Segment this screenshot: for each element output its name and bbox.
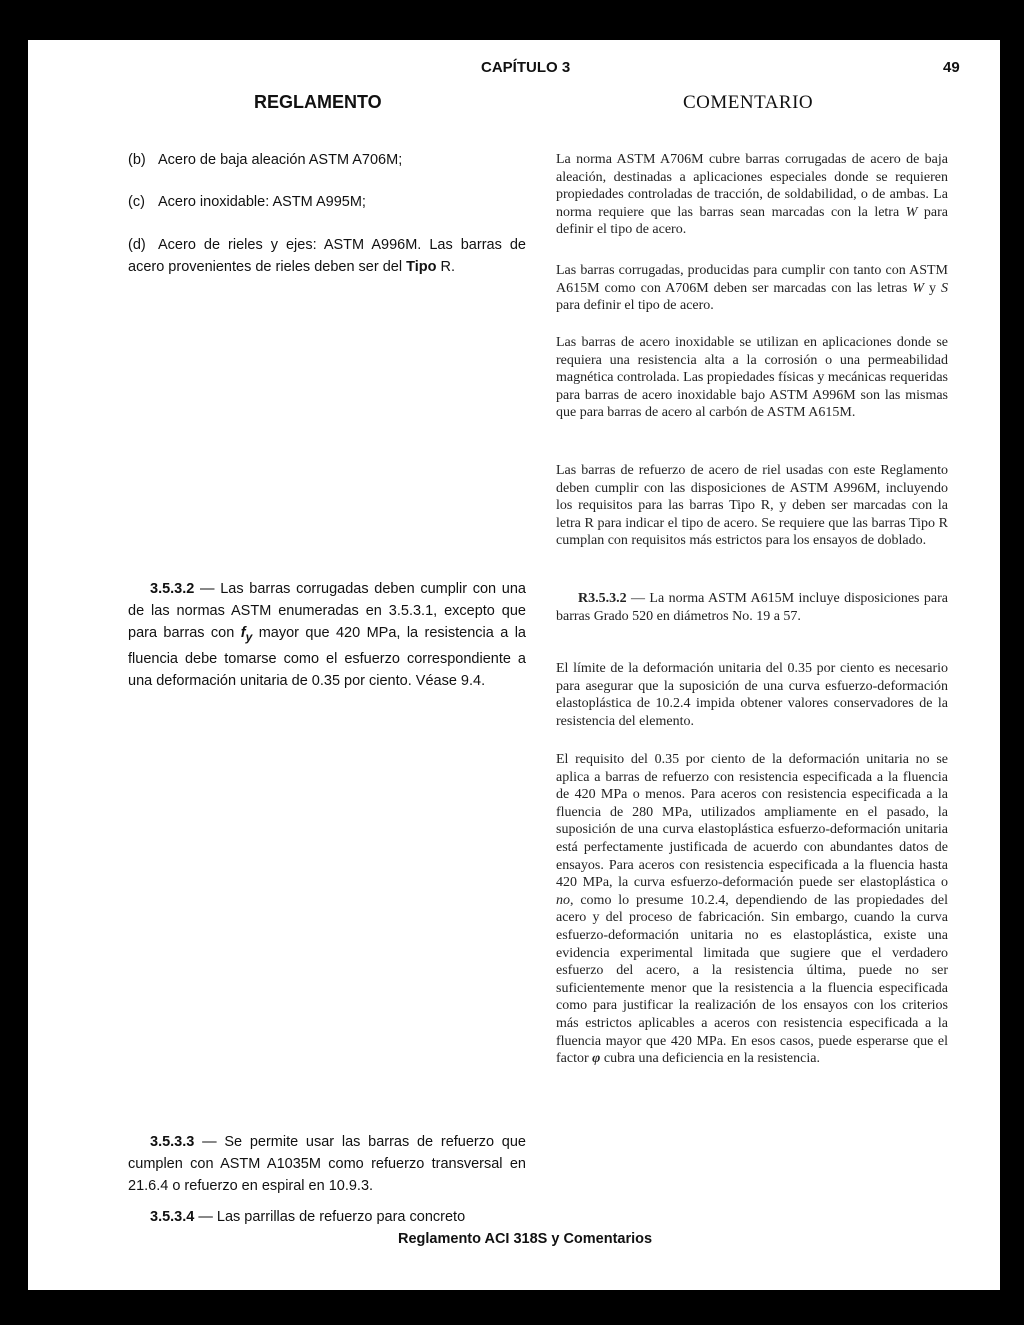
text: Las barras corrugadas, producidas para cumplir con tanto con ASTM A615M como con A706M deben ser marcadas con las letras: [556, 263, 948, 296]
commentary-paragraph: Las barras de refuerzo de acero de riel usadas con este Reglamento deben cumplir con las disposiciones de ASTM A996M, incluyendo los requisitos para las barras Tipo R, y deben ser marcadas con la letra R para indicar el tipo de acero. Se requiere que las barras Tipo R cumplan con requisitos más estrictos para los ensayos de doblado.: [556, 463, 948, 549]
section-text: mayor que 420 MPa, la resistencia a la fluencia debe tomarse como el esfuerzo correspondiente a una deformación unitaria de 0.35 por ciento. Véase 9.4.: [128, 625, 526, 689]
commentary-paragraph: El límite de la deformación unitaria del 0.35 por ciento es necesario para asegurar que la suposición de una curva esfuerzo-deformación elastoplástica de 10.2.4 impida obtener valores conservadores de la resistencia del elemento.: [556, 661, 948, 729]
item-label: (c): [128, 194, 145, 210]
phi-symbol: φ: [592, 1051, 601, 1067]
commentary-paragraph: [556, 262, 948, 315]
text: para definir el tipo de acero.: [556, 204, 949, 238]
item-d: [128, 234, 526, 278]
item-text: R.: [436, 259, 455, 275]
section-number: 3.5.3.2: [150, 581, 195, 597]
text: para definir el tipo de acero.: [556, 298, 714, 314]
section-number: 3.5.3.3: [150, 1134, 195, 1150]
section-3-5-3-2: [128, 578, 526, 692]
item-text: Acero de rieles y ejes: ASTM A996M. Las barras de acero provenientes de rieles deben ser del: [128, 237, 526, 275]
commentary-paragraph: Las barras de acero inoxidable se utilizan en aplicaciones donde se requiera una resistencia alta a la corrosión o una permeabilidad magnética controlada. Las propiedades físicas y mecánicas requeridas para barras de acero inoxidable bajo ASTM A996M son las mismas que para barras de acero al carbón de ASTM A615M.: [556, 335, 948, 421]
text: y: [924, 280, 941, 296]
text: , como lo presume 10.2.4, dependiendo de las propiedades del acero y del proceso de fabricación. Sin embargo, cuando la curva esfuerzo-deformación unitaria no es elastoplástica, existe una evidencia experimental limitada que sugiere que el verdadero esfuerzo del acero, a la resistencia última, puede no ser suficientemente menor que la resistencia a la fluencia especificada como para justificar la realización de los ensayos con los criterios más estrictos aplicables a aceros con resistencia especificada a la fluencia mayor que 420 MPa. En esos casos, puede esperarse que el factor: [556, 892, 948, 1067]
page-footer: Reglamento ACI 318S y Comentarios: [398, 1231, 653, 1247]
section-text: — Las barras corrugadas deben cumplir con una de las normas ASTM enumeradas en 3.5.3.1, excepto que para barras con: [128, 581, 526, 641]
text: El requisito del 0.35 por ciento de la deformación unitaria no se aplica a barras de refuerzo con resistencia especificada a la fluencia de 420 MPa o menos. Para aceros con resistencia especificada a la fluencia de 280 MPa, utilizados ampliamente en el pasado, la suposición de una curva elastoplástica esfuerzo-deformación unitaria está perfectamente justificada de acuerdo con abundantes datos de ensayos. Para aceros con resistencia especificada a la fluencia hasta 420 MPa, la curva esfuerzo-deformación puede ser elastoplástica o: [556, 752, 948, 891]
section-3-5-3-4: [128, 1206, 526, 1228]
commentary-paragraph: [556, 151, 948, 239]
section-3-5-3-3: [128, 1131, 526, 1197]
document-page: [28, 40, 1000, 1290]
italic-text: no: [556, 892, 570, 908]
item-label: (d): [128, 237, 146, 253]
right-column-title: COMENTARIO: [683, 92, 814, 113]
item-c: [128, 191, 526, 213]
section-number: R3.5.3.2: [578, 591, 627, 606]
text: cubra una deficiencia en la resistencia.: [600, 1051, 820, 1067]
italic-text: S: [941, 280, 948, 296]
commentary-paragraph: [556, 590, 948, 625]
item-label: (b): [128, 152, 146, 168]
section-text: — Las parrillas de refuerzo para concreto: [194, 1209, 466, 1225]
chapter-header: CAPÍTULO 3: [481, 59, 571, 76]
text: — La norma ASTM A615M incluye disposiciones para barras Grado 520 en diámetros No. 19 a 57.: [556, 591, 948, 624]
left-column-title: REGLAMENTO: [254, 92, 382, 112]
section-text: — Se permite usar las barras de refuerzo que cumplen con ASTM A1035M como refuerzo transversal en 21.6.4 o refuerzo en espiral en 10.9.3.: [128, 1134, 526, 1194]
commentary-paragraph: [556, 751, 948, 1068]
italic-text: W: [905, 204, 918, 220]
item-b: [128, 149, 526, 171]
page-number: 49: [943, 59, 960, 76]
fy-symbol: f: [240, 625, 246, 641]
italic-text: W: [912, 280, 924, 296]
item-text: Acero de baja aleación ASTM A706M;: [158, 152, 403, 168]
section-number: 3.5.3.4: [150, 1209, 195, 1225]
text: La norma ASTM A706M cubre barras corrugadas de acero de baja aleación, destinadas a aplicaciones especiales donde se requieren propiedades controladas de tracción, de soldabilidad, o de ambas. La norma requiere que las barras sean marcadas con la letra: [556, 152, 948, 220]
fy-subscript: y: [245, 629, 253, 644]
item-text: Acero inoxidable: ASTM A995M;: [158, 194, 366, 210]
item-bold: Tipo: [406, 259, 437, 275]
